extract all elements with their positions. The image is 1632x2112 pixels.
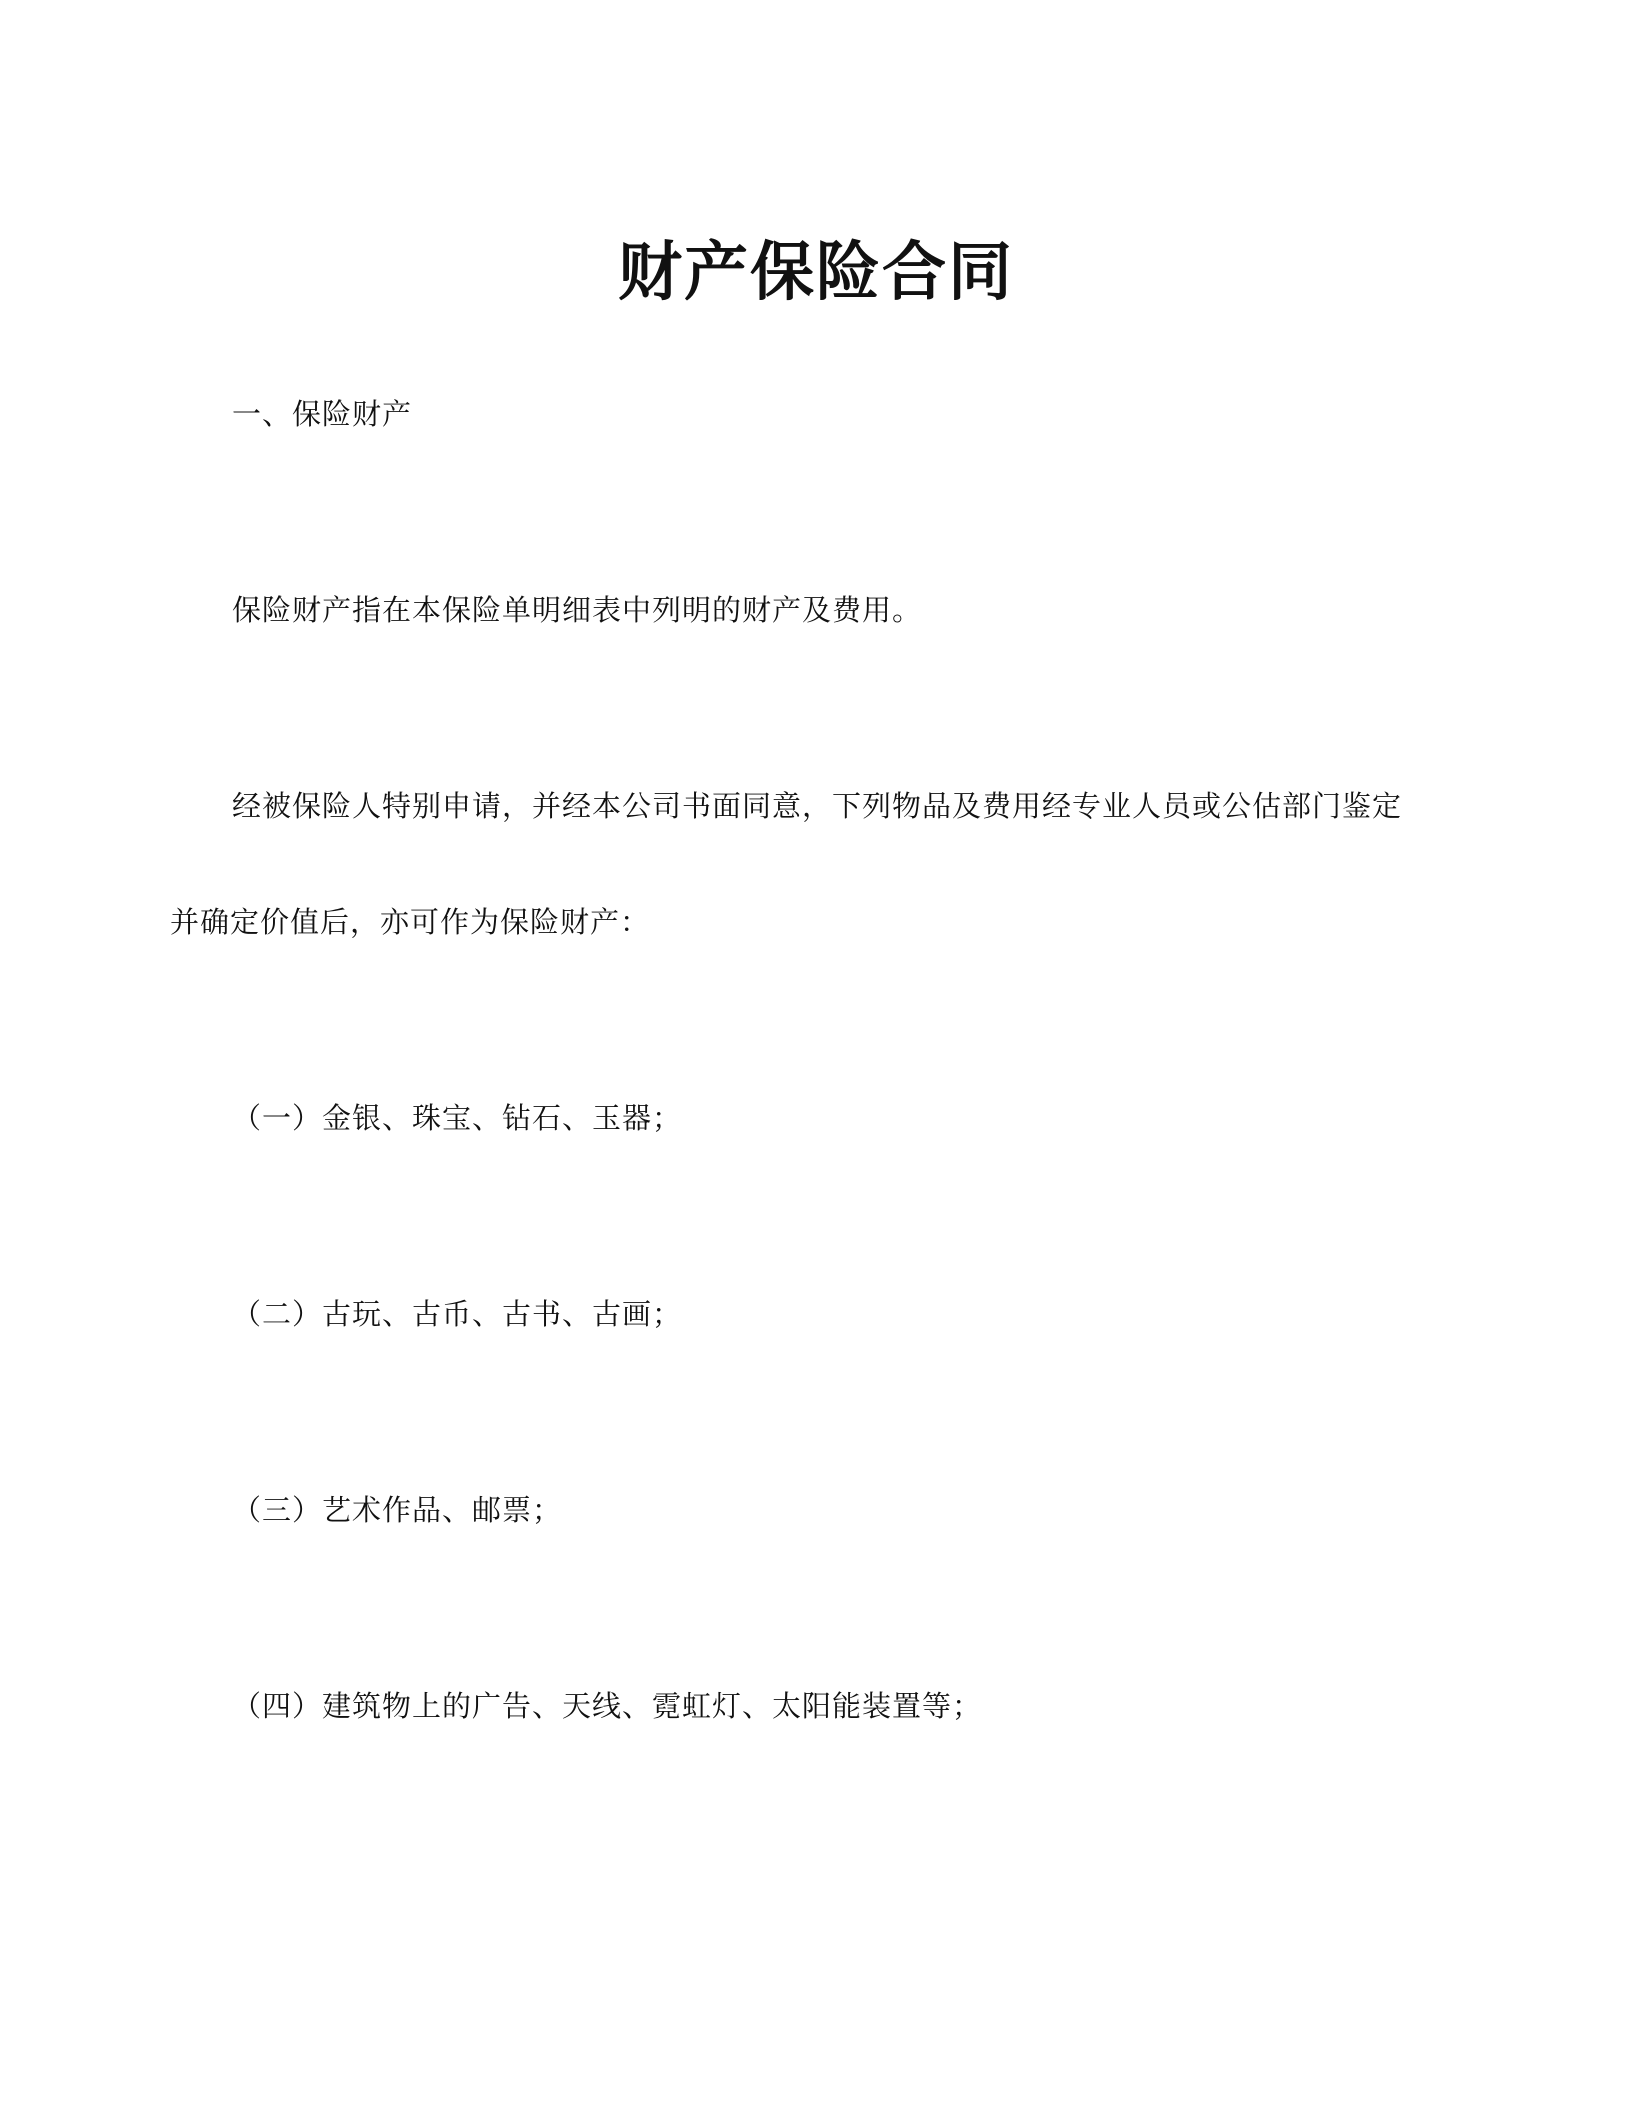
document-title: 财产保险合同 [618, 236, 1014, 310]
list-item: （一）金银、珠宝、钻石、玉器； [232, 1101, 683, 1135]
paragraph-special-application-line-1: 经被保险人特别申请，并经本公司书面同意，下列物品及费用经专业人员或公估部门鉴定 [232, 789, 1403, 823]
list-item: （二）古玩、古币、古书、古画； [232, 1297, 683, 1331]
paragraph-insured-property: 保险财产指在本保险单明细表中列明的财产及费用。 [232, 593, 923, 627]
list-item: （三）艺术作品、邮票； [232, 1493, 563, 1527]
paragraph-special-application-line-2: 并确定价值后，亦可作为保险财产： [170, 905, 651, 939]
section-heading: 一、保险财产 [232, 397, 413, 431]
list-item: （四）建筑物上的广告、天线、霓虹灯、太阳能装置等； [232, 1689, 983, 1723]
